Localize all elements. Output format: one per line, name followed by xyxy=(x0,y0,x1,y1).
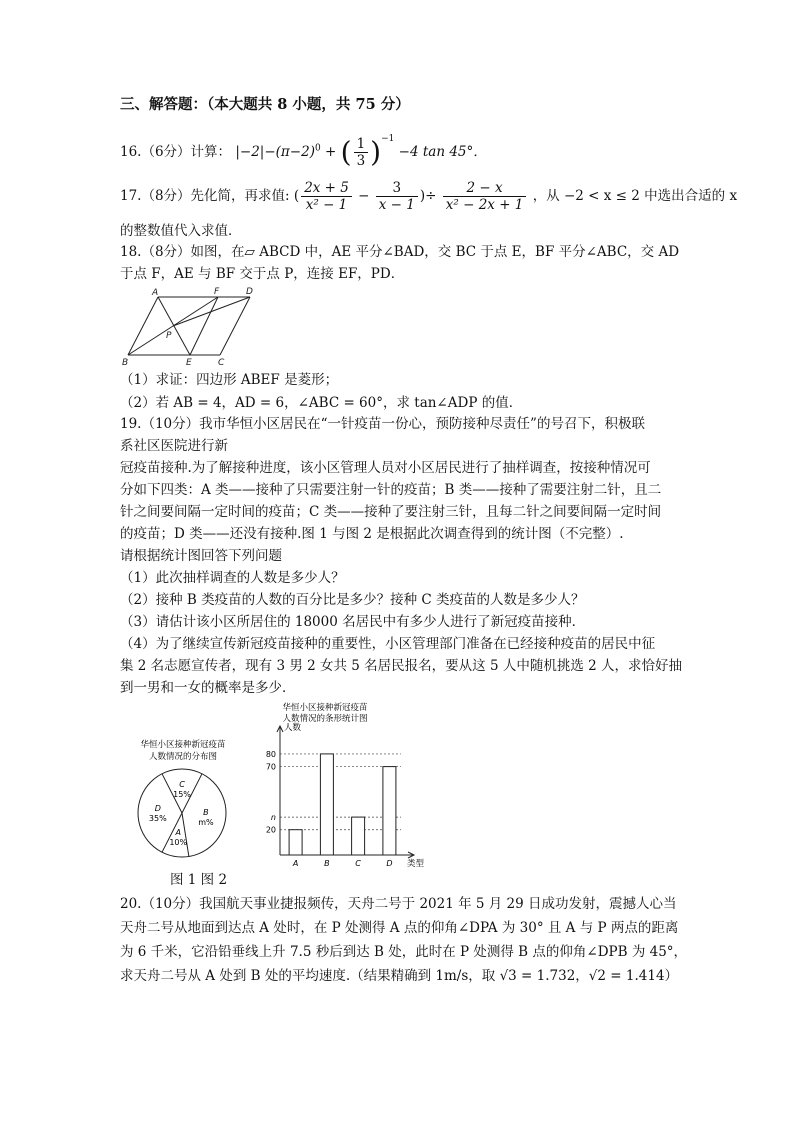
pie-slice-edge-a xyxy=(182,813,189,856)
q19-line2: 系社区医院进行新 xyxy=(120,438,228,454)
q19-line3: 冠疫苗接种.为了解接种进度，该小区管理人员对小区居民进行了抽样调查，按接种情况可 xyxy=(120,460,651,476)
label-F: F xyxy=(214,287,220,297)
x-tick-label-b: B xyxy=(324,859,330,868)
q16-frac-num: 1 xyxy=(354,136,369,153)
q19-sub4c: 到一男和一女的概率是多少． xyxy=(120,680,296,696)
q19-sub2: （2）接种 B 类疫苗的人数的百分比是多少？接种 C 类疫苗的人数是多少人？ xyxy=(120,592,585,608)
question-16: 16.（6分）计算： $|-2|-(\pi-2)^0$ + ( $\frac{1}{3}$ )$^{-1}$ −4 tan 45°． xyxy=(120,133,487,169)
q17-f1-den: x² − 1 xyxy=(305,197,348,213)
q17-tail: ，从 −2 < x ≤ 2 中选出合适的 x xyxy=(532,188,738,204)
q16-label: 16.（6分）计算： xyxy=(120,144,232,160)
q16-exp0: 0 xyxy=(314,143,321,154)
bar-title-2: 人数情况的条形统计图 xyxy=(282,714,368,724)
y-axis-label: 人数 xyxy=(284,723,302,733)
pie-value-b: m% xyxy=(198,817,214,827)
pie-value-a: 10% xyxy=(169,837,188,847)
q19-sub1: （1）此次抽样调查的人数是多少人？ xyxy=(120,570,345,586)
bar-d xyxy=(383,767,396,855)
q16-frac-den: 3 xyxy=(356,153,366,169)
q17-f3-num: 2 − x xyxy=(443,180,527,197)
edge-AB xyxy=(128,297,158,355)
q19-line7: 请根据统计图回答下列问题 xyxy=(120,548,282,564)
x-tick-label-a: A xyxy=(292,859,299,868)
q17-f2-den: x − 1 xyxy=(378,197,415,213)
y-tick-label-0: 20 xyxy=(265,825,276,835)
q19-line4: 分如下四类：A 类——接种了只需要注射一针的疫苗；B 类——接种了需要注射二针，且二 xyxy=(120,482,662,498)
q19-sub4a: （4）为了继续宣传新冠疫苗接种的重要性，小区管理部门准备在已经接种疫苗的居民中征 xyxy=(120,636,656,652)
x-tick-label-c: C xyxy=(355,859,361,868)
q17-line2: 的整数值代入求值． xyxy=(120,223,242,239)
pie-label-a: A xyxy=(175,827,181,837)
q17-frac1 xyxy=(301,180,352,213)
q17-frac3 xyxy=(443,180,527,213)
bar-a xyxy=(289,830,302,855)
section-title: 三、解答题：（本大题共 8 小题，共 75 分） xyxy=(120,96,410,113)
bar-b xyxy=(320,754,333,855)
label-P: P xyxy=(166,331,172,341)
pie-label-c: C xyxy=(179,779,185,789)
figure-caption: 图 1 图 2 xyxy=(170,872,228,888)
label-E: E xyxy=(186,358,192,368)
y-tick-label-2: 70 xyxy=(265,762,276,772)
q16-fraction xyxy=(354,136,369,169)
pie-title-2: 人数情况的分布图 xyxy=(148,752,218,762)
question-17: 17.（8分）先化简，再求值: ( $\frac{2x + 5}{\text{x² − 1}}$ − $\frac{3}{x - 1}$ )÷ $\frac{2 - x}{\text{x² − 2x + 1}}$ ，从 −2 < x ≤ 2 中选出合适的 x xyxy=(120,180,738,213)
q18-line1: 18.（8分）如图，在▱ ABCD 中，AE 平分∠BAD，交 BC 于点 E，BF 平分∠ABC，交 AD xyxy=(120,244,680,260)
q18-sub1: （1）求证：四边形 ABEF 是菱形； xyxy=(120,372,339,388)
bar-chart xyxy=(250,700,425,870)
q19-sub4b: 集 2 名志愿宣传者，现有 3 男 2 女共 5 名居民报名，要从这 5 人中随机挑选 2 人，求恰好抽 xyxy=(120,658,683,674)
q16-expr-a: |−2|−(π−2) xyxy=(235,144,315,160)
y-tick-label-3: 80 xyxy=(265,749,276,759)
pie-label-b: B xyxy=(203,807,209,817)
q17-f1-num: 2x + 5 xyxy=(301,180,352,197)
pie-value-c: 15% xyxy=(173,789,191,799)
parallelogram-figure xyxy=(118,285,268,370)
edge-DC xyxy=(220,297,250,355)
label-D: D xyxy=(246,287,253,297)
q20-line2: 天舟二号从地面到达点 A 处时，在 P 处测得 A 点的仰角∠DPA 为 30° 且 A 与 P 两点的距离 xyxy=(120,920,679,936)
pie-label-d: D xyxy=(154,804,161,813)
x-tick-label-d: D xyxy=(386,859,393,868)
q16-plus: + xyxy=(325,144,337,160)
q19-line5: 针之间要间隔一定时间的疫苗；C 类——接种了要注射三针，且每二针之间要间隔一定时间 xyxy=(120,504,662,520)
q17-frac2 xyxy=(376,180,418,213)
q19-line1: 19.（10分）我市华恒小区居民在“一针疫苗一份心，预防接种尽责任”的号召下，积极联 xyxy=(120,416,645,432)
q17-div: )÷ xyxy=(419,188,437,204)
q20-line1: 20.（10分）我国航天事业捷报频传，天舟二号于 2021 年 5 月 29 日成功发射，震撼人心当 xyxy=(120,896,677,912)
q18-line2: 于点 F，AE 与 BF 交于点 P，连接 EF，PD． xyxy=(120,266,405,282)
x-axis-label: 类型 xyxy=(407,859,425,869)
q17-label: 17.（8分）先化简，再求值: xyxy=(120,188,290,204)
bar-c xyxy=(352,817,365,855)
bar-title-1: 华恒小区接种新冠疫苗 xyxy=(282,703,368,713)
q19-sub3: （3）请估计该小区所居住的 18000 名居民中有多少人进行了新冠疫苗接种． xyxy=(120,614,586,630)
q16-exp-neg1: −1 xyxy=(381,133,395,144)
label-B: B xyxy=(122,358,129,368)
q19-line6: 的疫苗；D 类——还没有接种.图 1 与图 2 是根据此次调查得到的统计图（不完整）. xyxy=(120,526,624,542)
q20-line3: 为 6 千米，它沿铅垂线上升 7.5 秒后到达 B 处，此时在 P 处测得 B 点的仰角∠DPB 为 45°， xyxy=(120,944,688,960)
q16-expr-b: −4 tan 45°． xyxy=(398,144,487,160)
label-A: A xyxy=(152,288,159,298)
q20-line4: 求天舟二号从 A 处到 B 处的平均速度.（结果精确到 1m/s，取 √3 = 1.732，√2 = 1.414） xyxy=(120,968,679,984)
q17-f3-den: x² − 2x + 1 xyxy=(445,197,524,213)
y-tick-label-1: n xyxy=(270,813,276,823)
pie-title-1: 华恒小区接种新冠疫苗 xyxy=(140,740,226,750)
q18-sub2: （2）若 AB = 4，AD = 6，∠ABC = 60°，求 tan∠ADP 的值． xyxy=(120,395,523,411)
q17-f2-num: 3 xyxy=(376,180,418,197)
q17-minus: − xyxy=(358,188,370,204)
label-C: C xyxy=(218,358,225,368)
pie-value-d: 35% xyxy=(148,814,167,823)
pie-chart xyxy=(120,735,250,865)
